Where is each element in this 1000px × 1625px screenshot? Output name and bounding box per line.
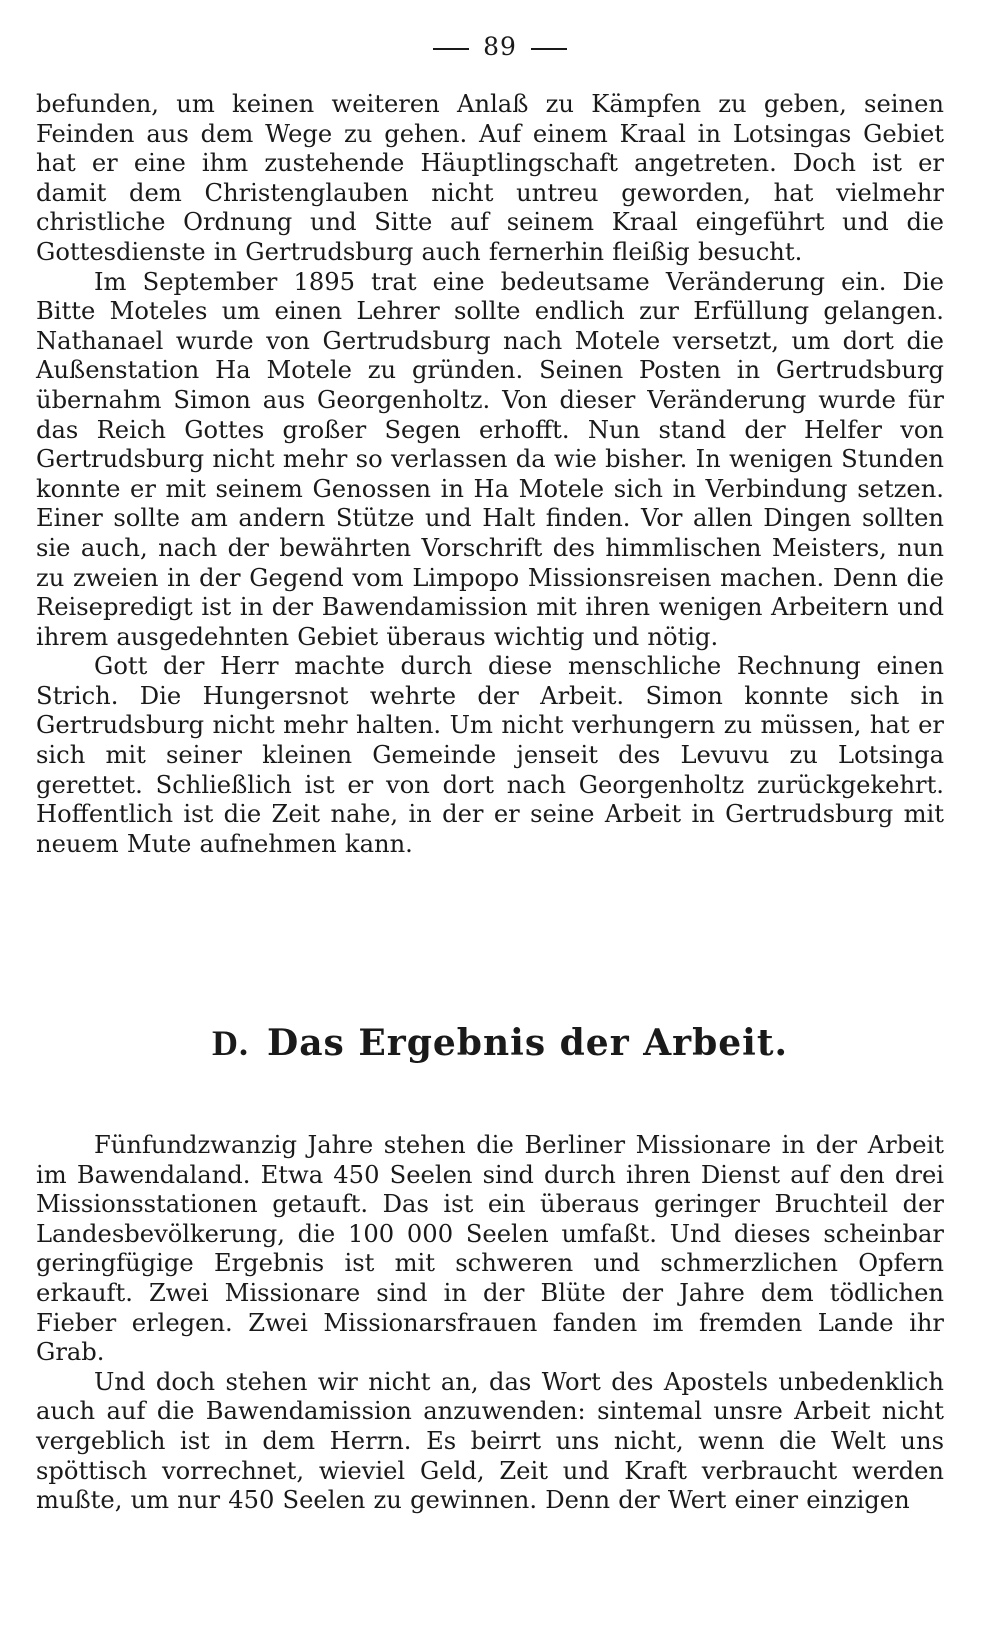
section-heading [0,1022,1000,1064]
text-block-bottom [36,1131,944,1516]
paragraph-hungersnot: Gott der Herr machte durch diese menschliche Rechnung einen Strich. Die Hungersnot wehrte der Arbeit. Simon konnte sich in Gertrudsburg nicht mehr halten. Um nicht verhungern zu müssen, hat er sich mit seiner kleinen Gemeinde jenseit des Levuvu zu Lotsinga gerettet. Schließlich ist er von dort nach Georgenholtz zurückgekehrt. Hoffentlich ist die Zeit nahe, in der er seine Arbeit in Gertrudsburg mit neuem Mute aufnehmen kann. [36,652,944,858]
paragraph-fuenfundzwanzig-jahre: Fünfundzwanzig Jahre stehen die Berliner Missionare in der Arbeit im Bawendaland. Etwa 450 Seelen sind durch ihren Dienst auf den drei Missionsstationen getauft. Das ist ein überaus geringer Bruchteil der Landesbevölkerung, die 100 000 Seelen umfaßt. Und dieses scheinbar geringfügige Ergebnis ist mit schweren und schmerzlichen Opfern erkauft. Zwei Missionare sind in der Blüte der Jahre dem tödlichen Fieber erlegen. Zwei Missionarsfrauen fanden im fremden Lande ihr Grab. [36,1131,944,1367]
page-number-dash-left [433,48,469,50]
page-number [0,32,1000,61]
page-number-text: 89 [483,32,517,61]
section-letter: D. [211,1023,249,1063]
text-block-top [36,90,944,859]
paragraph-und-doch: Und doch stehen wir nicht an, das Wort des Apostels unbedenklich auch auf die Bawendamission anzuwenden: sintemal unsre Arbeit nicht vergeblich ist in dem Herrn. Es beirrt uns nicht, wenn die Welt uns spöttisch vorrechnet, wieviel Geld, Zeit und Kraft verbraucht werden mußte, um nur 450 Seelen zu gewinnen. Denn der Wert einer einzigen [36,1367,944,1515]
paragraph-continuation: befunden, um keinen weiteren Anlaß zu Kämpfen zu geben, seinen Feinden aus dem Wege zu gehen. Auf einem Kraal in Lotsingas Gebiet hat er eine ihm zustehende Häuptlingschaft angetreten. Doch ist er damit dem Christenglauben nicht untreu geworden, hat vielmehr christliche Ordnung und Sitte auf seinem Kraal eingeführt und die Gottesdienste in Gertrudsburg auch fernerhin fleißig besucht. [36,90,944,266]
section-title: Das Ergebnis der Arbeit. [266,1022,789,1064]
page-number-dash-right [531,48,567,50]
paragraph-september-1895: Im September 1895 trat eine bedeutsame Veränderung ein. Die Bitte Moteles um einen Lehrer sollte endlich zur Erfüllung gelangen. Nathanael wurde von Gertrudsburg nach Motele versetzt, um dort die Außenstation Ha Motele zu gründen. Seinen Posten in Gertrudsburg übernahm Simon aus Georgenholtz. Von dieser Veränderung wurde für das Reich Gottes großer Segen erhofft. Nun stand der Helfer von Gertrudsburg nicht mehr so verlassen da wie bisher. In wenigen Stunden konnte er mit seinem Genossen in Ha Motele sich in Verbindung setzen. Einer sollte am andern Stütze und Halt finden. Vor allen Dingen sollten sie auch, nach der bewährten Vorschrift des himmlischen Meisters, nun zu zweien in der Gegend vom Limpopo Missionsreisen machen. Denn die Reisepredigt ist in der Bawendamission mit ihren wenigen Arbeitern und ihrem ausgedehnten Gebiet überaus wichtig und nötig. [36,267,944,651]
